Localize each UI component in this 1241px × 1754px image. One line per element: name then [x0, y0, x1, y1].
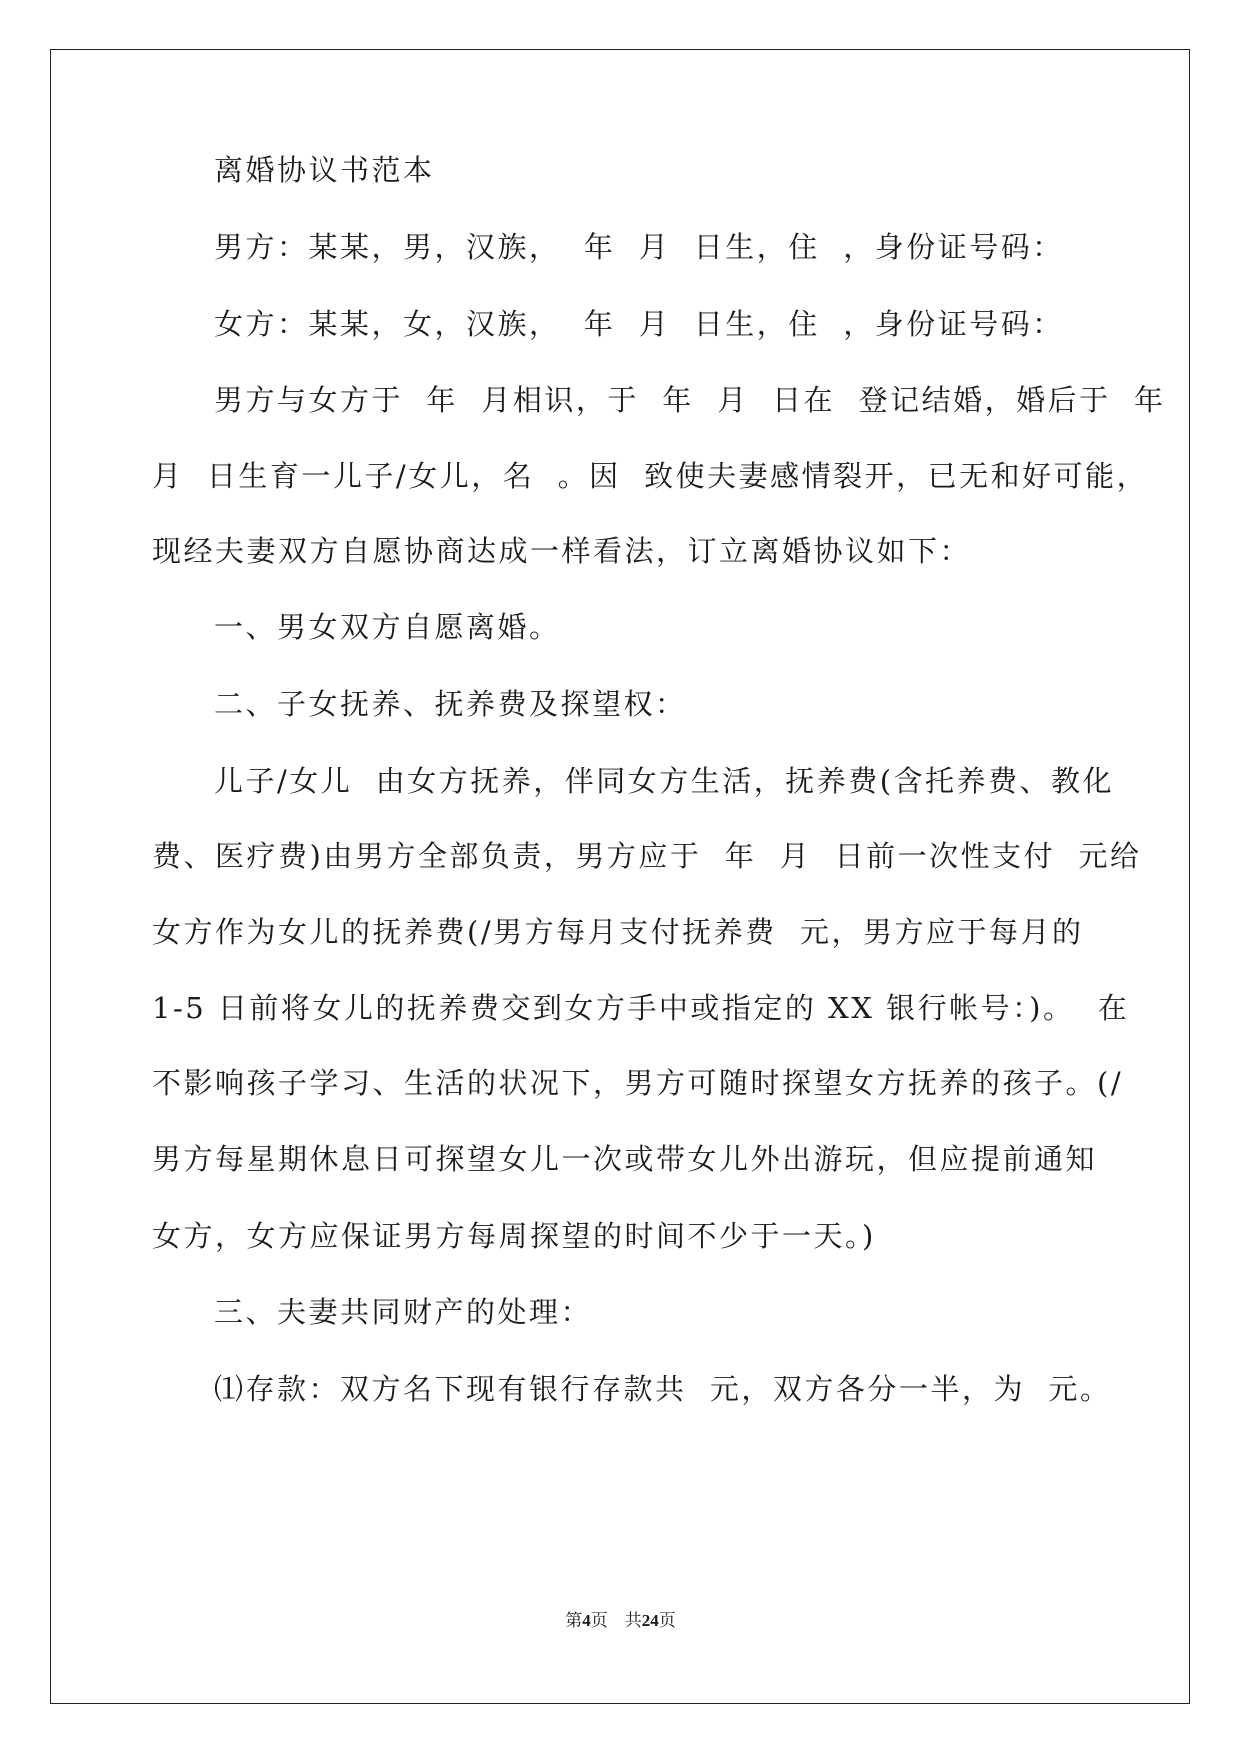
- husband-info: 男方：某某，男，汉族， 年 月 日生，住 ，身份证号码：: [214, 230, 1064, 264]
- total-pages: 24: [641, 1611, 659, 1630]
- document-title: 离婚协议书范本: [214, 153, 435, 187]
- paragraph-line: 月 日生育一儿子/女儿，名 。因 致使夫妻感情裂开，已无和好可能，: [152, 459, 1149, 493]
- footer-prefix: 第: [565, 1611, 583, 1630]
- paragraph-line: 费、医疗费)由男方全部负责，男方应于 年 月 日前一次性支付 元给: [152, 839, 1142, 873]
- paragraph-line: 儿子/女儿 由女方抚养，伴同女方生活，抚养费(含托养费、教化: [214, 764, 1115, 798]
- paragraph-line: 女方作为女儿的抚养费(/男方每月支付抚养费 元，男方应于每月的: [152, 915, 1084, 949]
- page-border: [50, 49, 1190, 1704]
- section-heading: 一、男女双方自愿离婚。: [214, 610, 561, 644]
- section-heading: 三、夫妻共同财产的处理：: [214, 1295, 593, 1329]
- paragraph-line: 现经夫妻双方自愿协商达成一样看法，订立离婚协议如下：: [152, 534, 972, 568]
- page-number: 4: [582, 1611, 591, 1630]
- section-heading: 二、子女抚养、抚养费及探望权：: [214, 687, 687, 721]
- paragraph-line: ⑴存款：双方名下现有银行存款共 元，双方各分一半，为 元。: [214, 1372, 1112, 1406]
- paragraph-line: 女方，女方应保证男方每周探望的时间不少于一天。): [152, 1219, 876, 1253]
- footer-middle: 页 共: [590, 1611, 642, 1630]
- paragraph-line: 男方每星期休息日可探望女儿一次或带女儿外出游玩，但应提前通知: [152, 1142, 1098, 1176]
- paragraph-line: 1-5 日前将女儿的抚养费交到女方手中或指定的 XX 银行帐号：)。 在: [152, 991, 1130, 1025]
- wife-info: 女方：某某，女，汉族， 年 月 日生，住 ，身份证号码：: [214, 307, 1064, 341]
- paragraph-line: 不影响孩子学习、生活的状况下，男方可随时探望女方抚养的孩子。(/: [152, 1066, 1124, 1100]
- paragraph-line: 男方与女方于 年 月相识，于 年 月 日在 登记结婚，婚后于 年: [214, 383, 1166, 417]
- footer-suffix: 页: [658, 1611, 676, 1630]
- page-footer: [0, 1606, 1241, 1631]
